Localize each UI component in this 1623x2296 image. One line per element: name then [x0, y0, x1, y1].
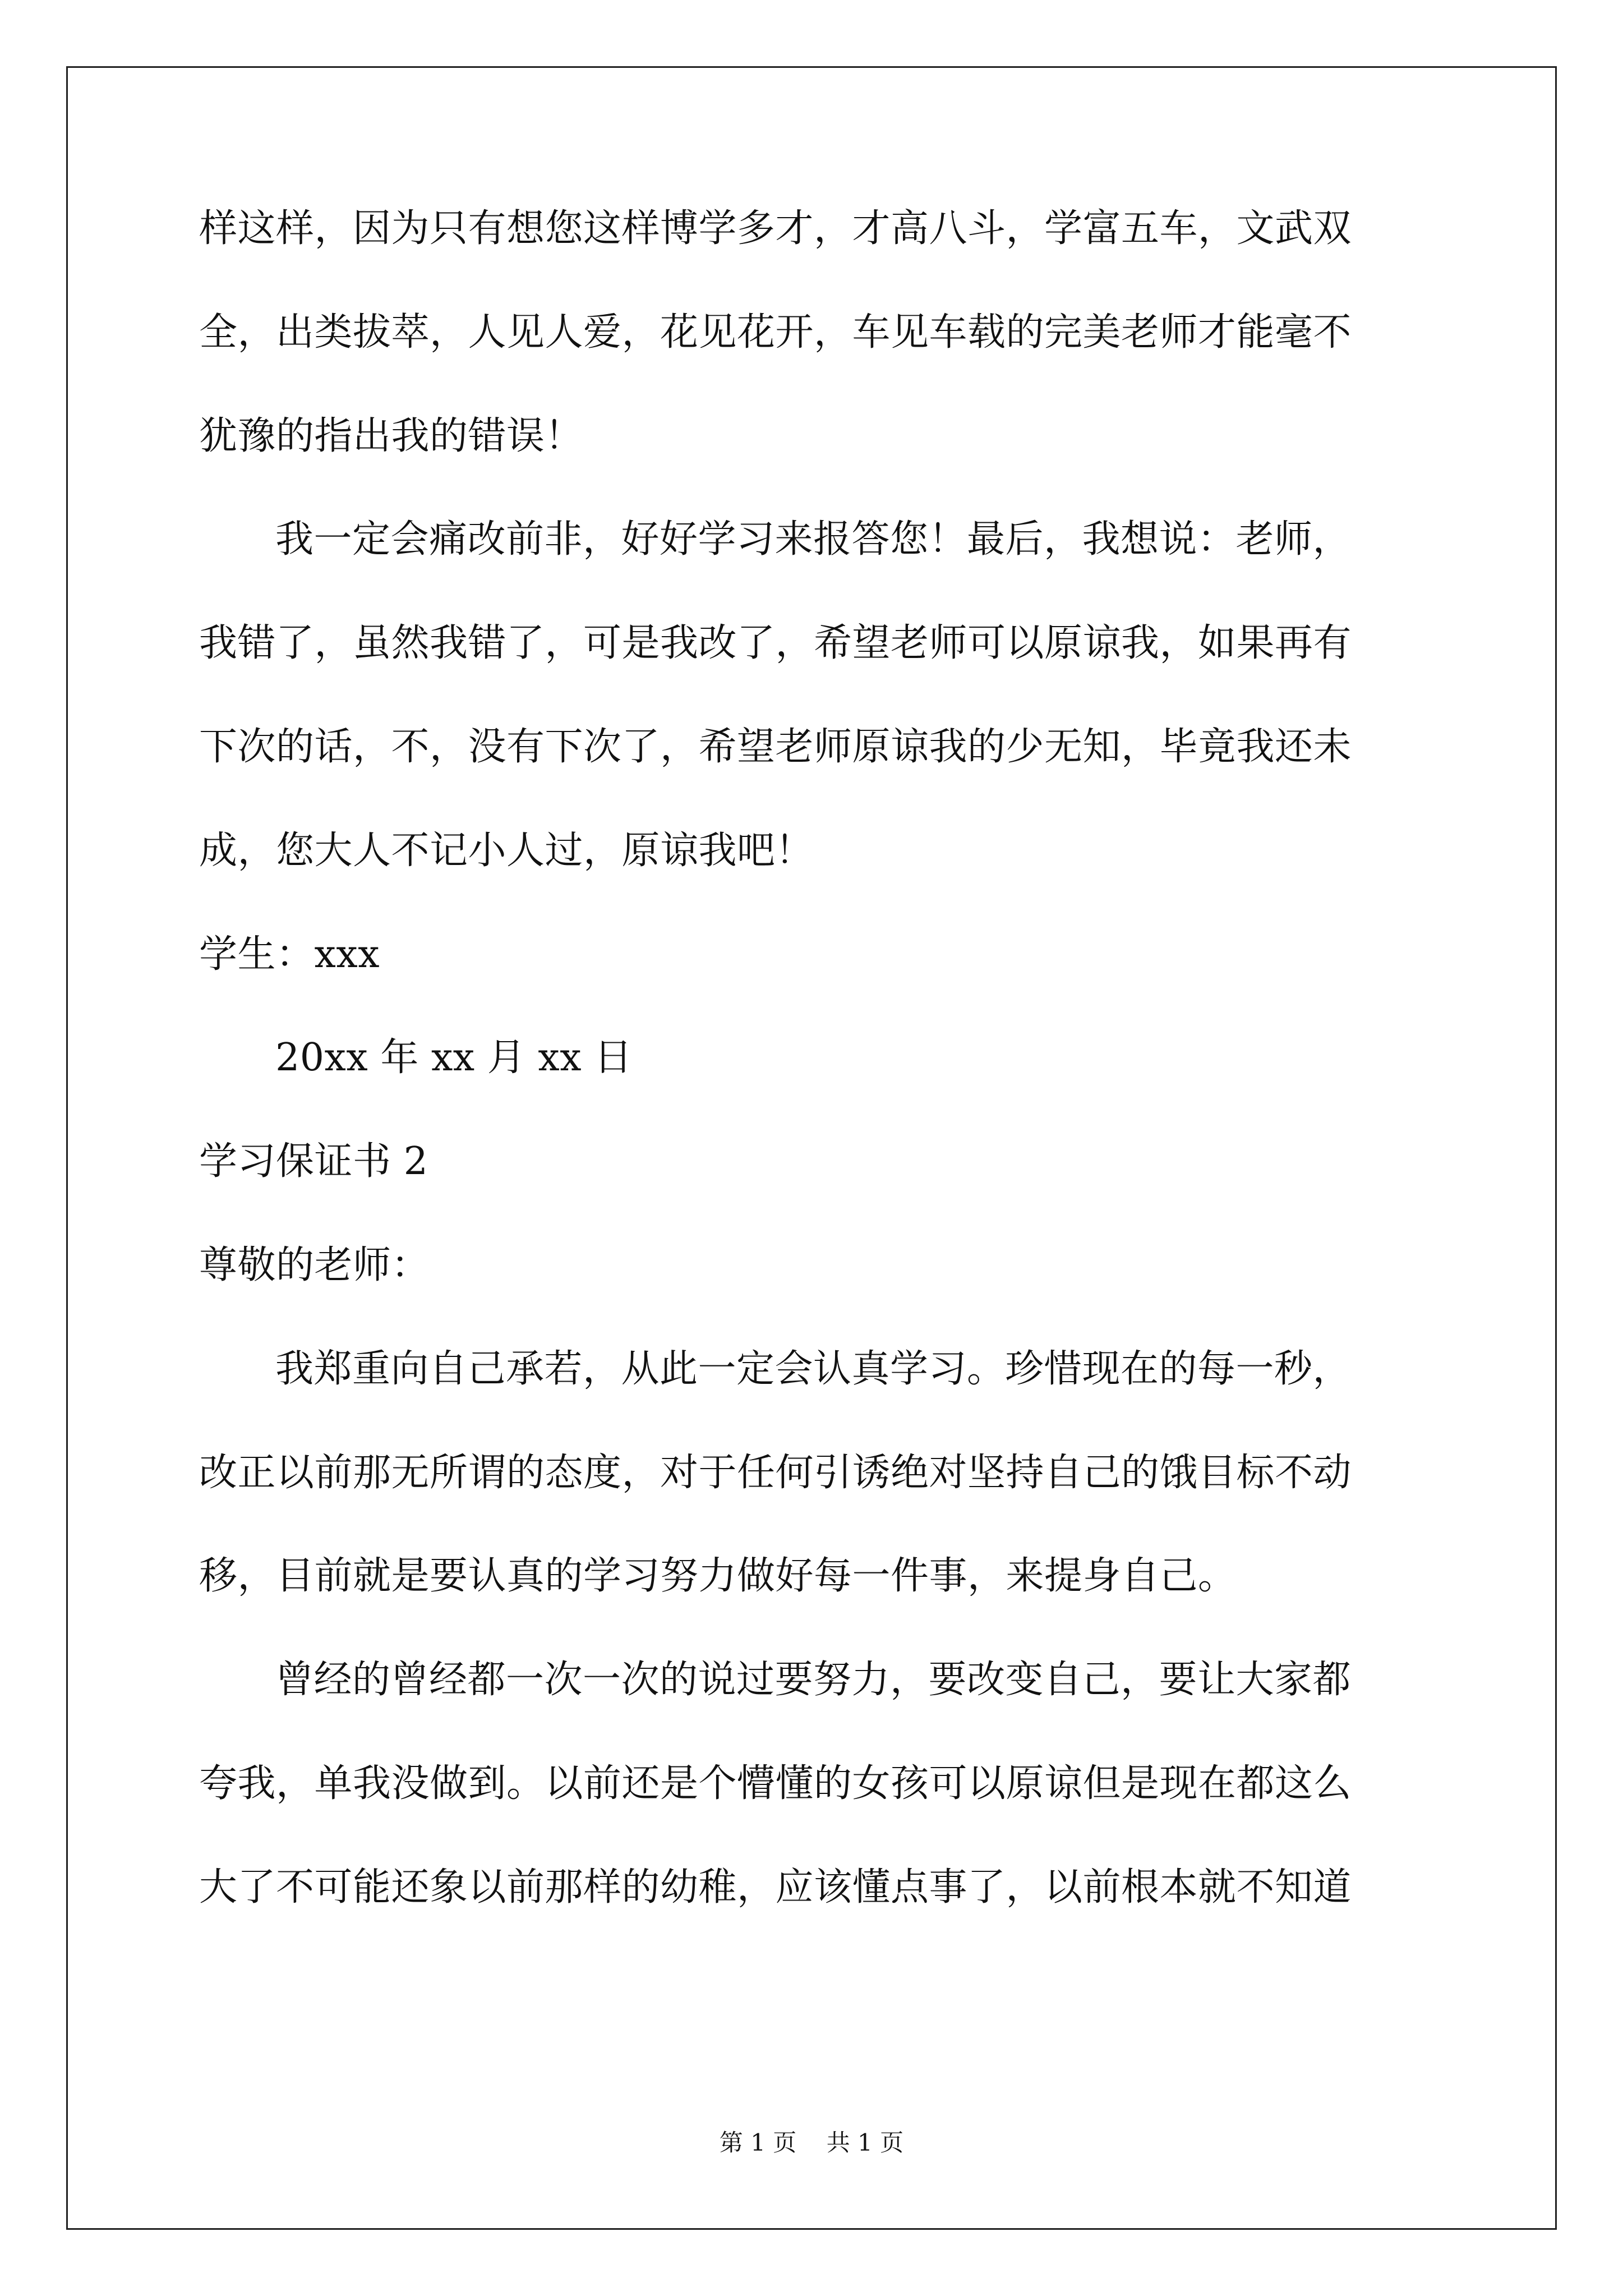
text-line: 学习保证书 2 [199, 1139, 428, 1184]
text-line: 我一定会痛改前非，好好学习来报答您！最后，我想说：老师， [275, 517, 1352, 562]
text-line: 成，您大人不记小人过，原谅我吧！ [199, 828, 814, 873]
text-line: 移，目前就是要认真的学习努力做好每一件事，来提身自己。 [199, 1554, 1237, 1599]
page-footer: 第 1 页 共 1 页 [719, 2129, 904, 2156]
text-line: 曾经的曾经都一次一次的说过要努力，要改变自己，要让大家都 [275, 1658, 1352, 1703]
text-line: 20xx 年 xx 月 xx 日 [275, 1036, 633, 1080]
text-line: 学生：xxx [199, 932, 380, 977]
text-line: 大了不可能还象以前那样的幼稚，应该懂点事了，以前根本就不知道 [199, 1865, 1352, 1910]
text-line: 样这样，因为只有想您这样博学多才，才高八斗，学富五车，文武双 [199, 206, 1352, 251]
text-line: 全，出类拔萃，人见人爱，花见花开，车见车载的完美老师才能毫不 [199, 310, 1352, 355]
text-line: 犹豫的指出我的错误！ [199, 413, 584, 458]
text-line: 我郑重向自己承若，从此一定会认真学习。珍惜现在的每一秒， [275, 1346, 1352, 1391]
text-line: 下次的话，不，没有下次了，希望老师原谅我的少无知，毕竟我还未 [199, 724, 1352, 769]
text-line: 尊敬的老师： [199, 1243, 430, 1287]
text-line: 我错了，虽然我错了，可是我改了，希望老师可以原谅我，如果再有 [199, 621, 1352, 666]
text-line: 夸我，单我没做到。以前还是个懵懂的女孩可以原谅但是现在都这么 [199, 1761, 1352, 1806]
text-line: 改正以前那无所谓的态度，对于任何引诱绝对坚持自己的饿目标不动 [199, 1450, 1352, 1495]
document-body [199, 202, 1433, 1964]
